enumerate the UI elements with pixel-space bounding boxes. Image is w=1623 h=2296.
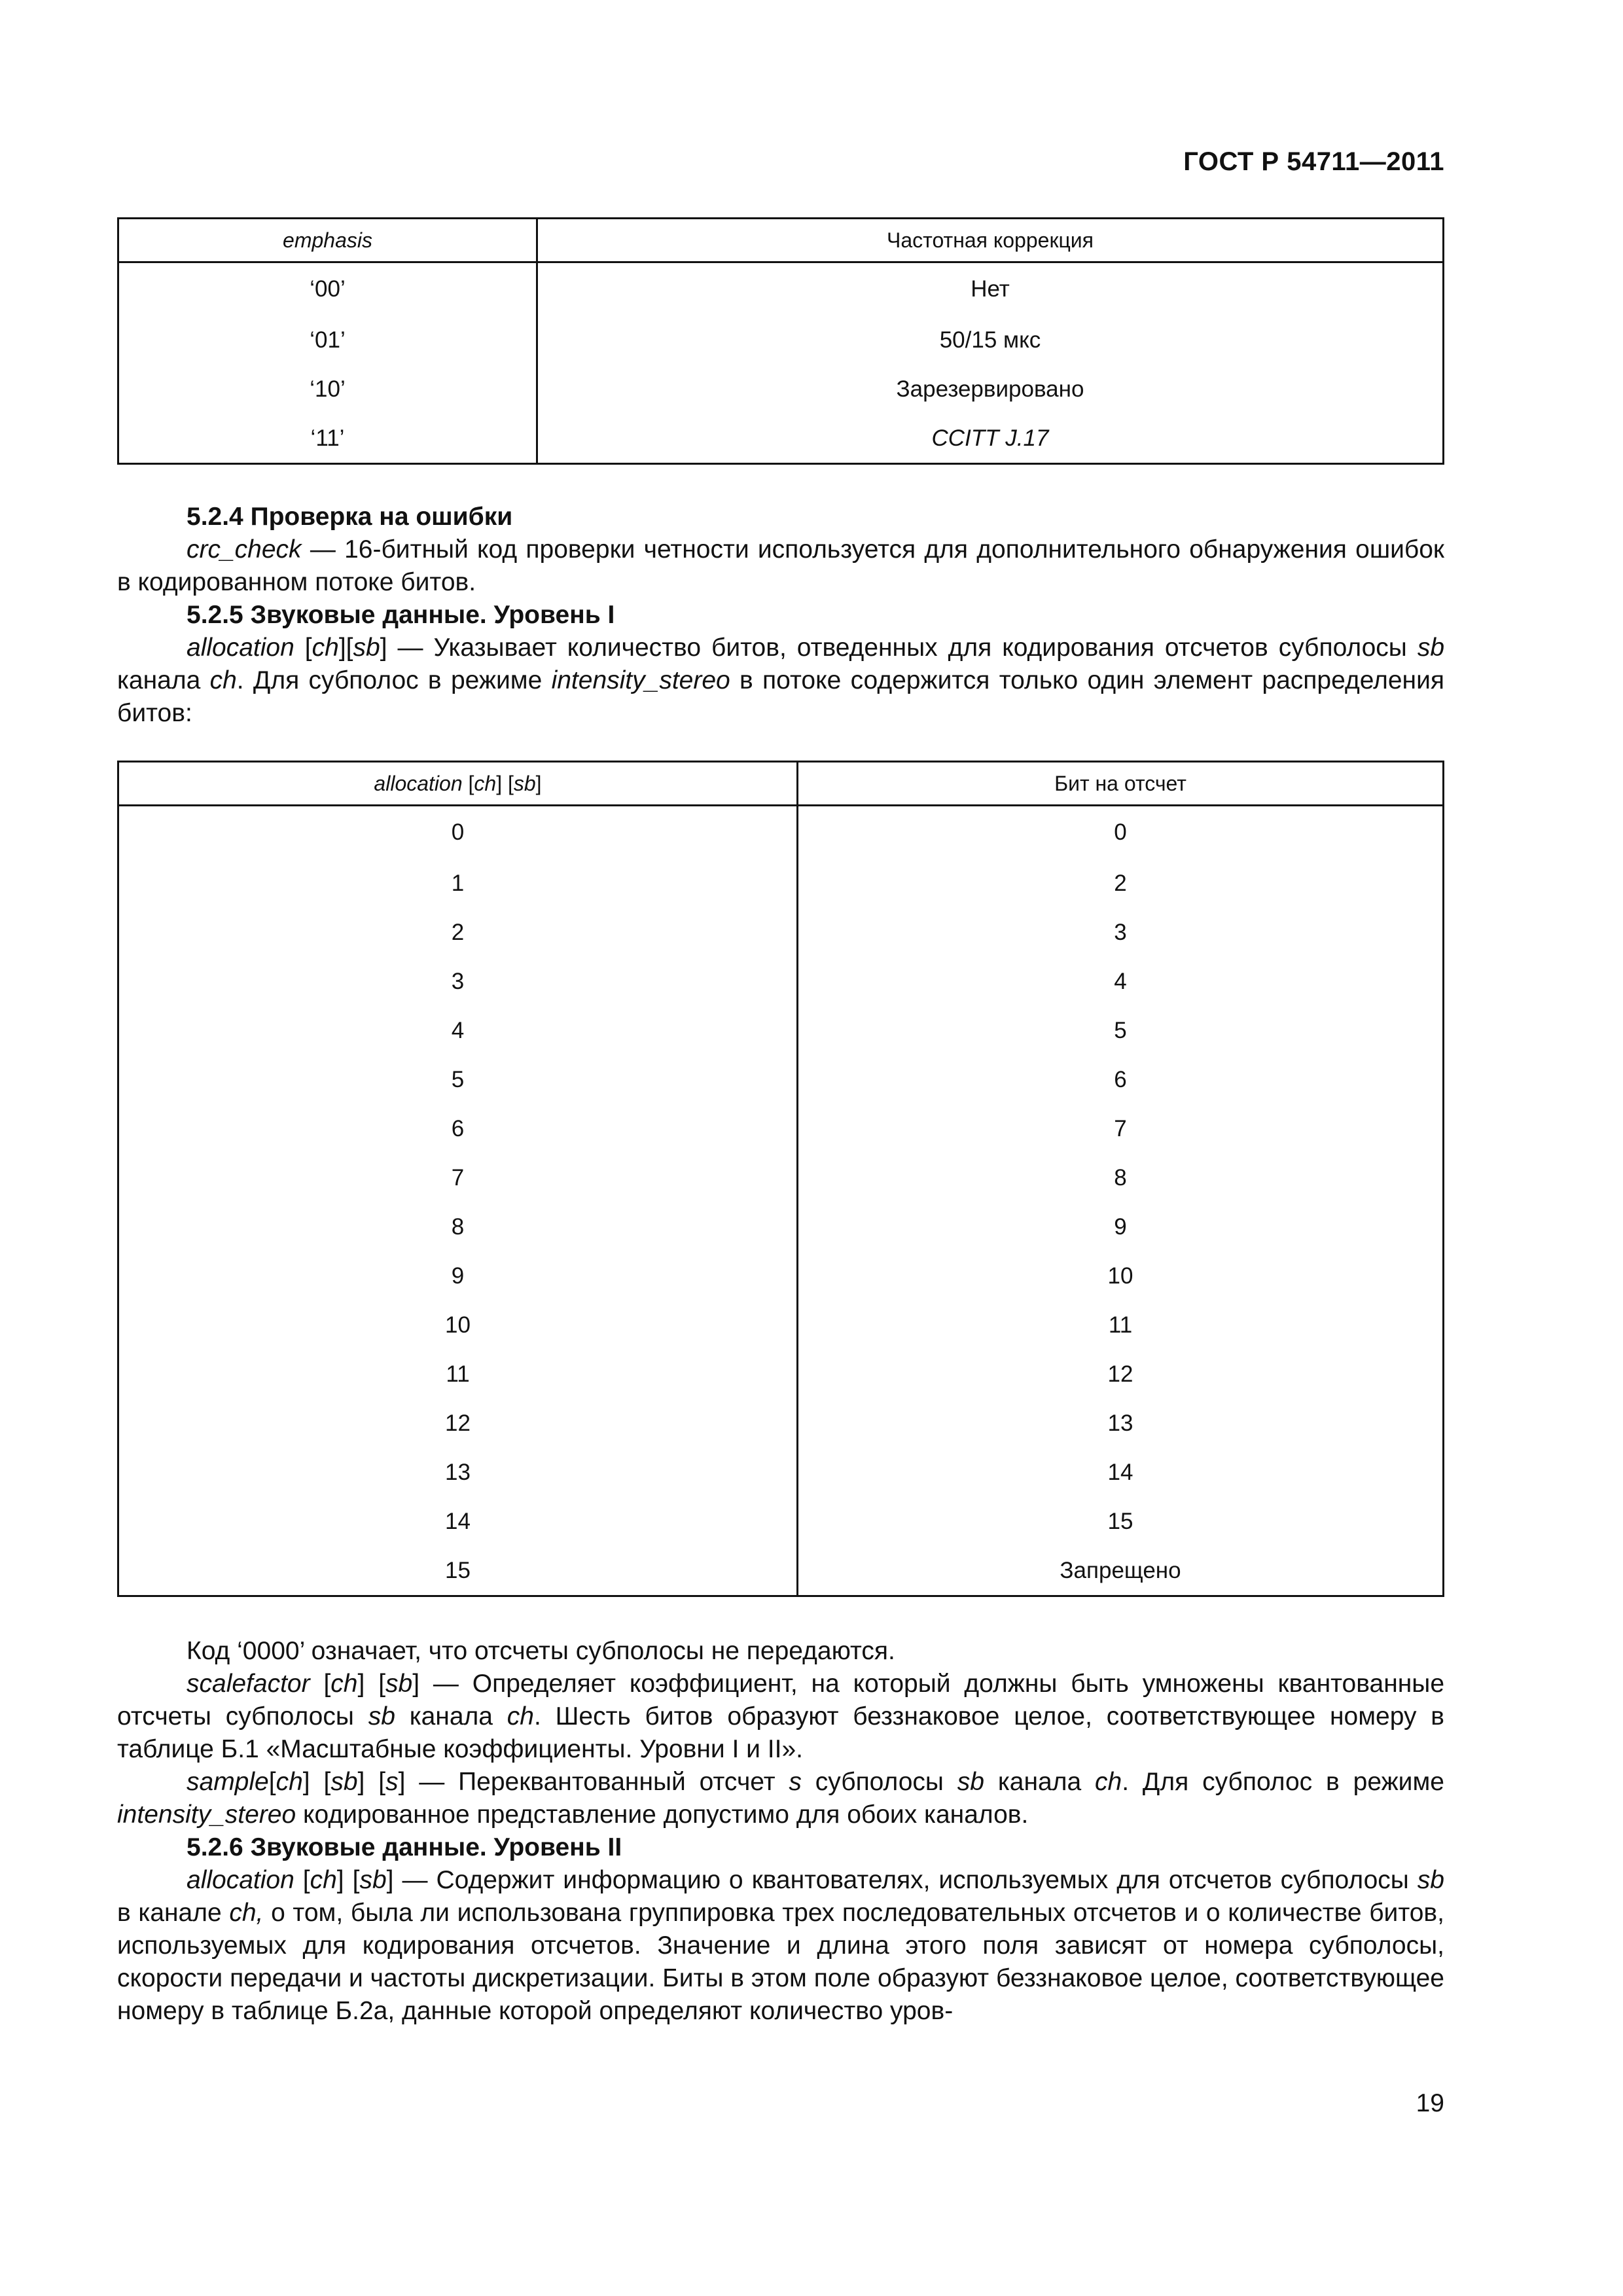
column-header-allocation: allocation [ch] [sb] (118, 762, 798, 806)
table-cell: 14 (118, 1497, 798, 1546)
table-row (118, 1350, 1444, 1399)
table-cell: 7 (798, 1104, 1444, 1153)
allocation-table-body (118, 806, 1444, 1596)
paragraph-crc-check: crc_check — 16-битный код проверки четности используется для дополнительного обнаружения ошибок в кодированном потоке битов. (117, 535, 1444, 596)
table-cell: 50/15 мкс (537, 315, 1444, 365)
table-row (118, 1153, 1444, 1202)
table-row (118, 1006, 1444, 1055)
table-cell: 8 (118, 1202, 798, 1251)
table-row (118, 957, 1444, 1006)
allocation-bits-table (117, 761, 1444, 1597)
table-cell: ‘11’ (118, 414, 537, 464)
table-cell: 7 (118, 1153, 798, 1202)
paragraph-code-0000: Код ‘0000’ означает, что отсчеты субполосы не передаются. (187, 1637, 895, 1665)
table-cell: 6 (118, 1104, 798, 1153)
table-cell: Зарезервировано (537, 365, 1444, 414)
column-header-emphasis: emphasis (118, 219, 537, 262)
paragraph-allocation-layer-1: allocation [ch][sb] — Указывает количество битов, отведенных для кодирования отсчетов субполосы sb канала ch. Для субполос в режиме intensity_stereo в потоке содержится только один элемент распределения битов: (117, 634, 1445, 727)
table-row (118, 315, 1444, 365)
table-cell: 0 (798, 806, 1444, 859)
table-cell: 10 (798, 1251, 1444, 1300)
table-row (118, 1300, 1444, 1350)
section-heading-5-2-6: 5.2.6 Звуковые данные. Уровень II (187, 1833, 622, 1861)
table-cell: 12 (798, 1350, 1444, 1399)
table-cell: 9 (798, 1202, 1444, 1251)
table-cell: Запрещено (798, 1546, 1444, 1596)
table-cell: 11 (798, 1300, 1444, 1350)
table-cell: 9 (118, 1251, 798, 1300)
column-header-bits-per-sample: Бит на отсчет (798, 762, 1444, 806)
table-row (118, 1448, 1444, 1497)
table-header-row (118, 762, 1444, 806)
paragraph-sample: sample[ch] [sb] [s] — Переквантованный отсчет s субполосы sb канала ch. Для субполос в режиме intensity_stereo кодированное представление допустимо для обоих каналов. (117, 1768, 1444, 1829)
table-row (118, 1399, 1444, 1448)
table-cell: 4 (118, 1006, 798, 1055)
table-cell: 5 (118, 1055, 798, 1104)
table-row (118, 1251, 1444, 1300)
table-row (118, 806, 1444, 859)
table-cell: ‘01’ (118, 315, 537, 365)
emphasis-table (117, 217, 1444, 465)
table-cell: 1 (118, 859, 798, 908)
paragraph-allocation-layer-2: allocation [ch] [sb] — Содержит информацию о квантователях, используемых для отсчетов субполосы sb в канале ch, о том, была ли использована группировка трех последовательных отсчетов и о количестве битов, используемых для кодирования отсчетов. Значение и длина этого поля зависят от номера субполосы, скорости передачи и частоты дискретизации. Биты в этом поле образуют беззнаковое целое, соответствующее номеру в таблице Б.2а, данные которой определяют количество уров- (117, 1866, 1444, 2025)
table-row (118, 365, 1444, 414)
column-header-frequency-correction: Частотная коррекция (537, 219, 1444, 262)
table-cell: CCITT J.17 (537, 414, 1444, 464)
table-cell: ‘10’ (118, 365, 537, 414)
document-code: ГОСТ Р 54711—2011 (1183, 147, 1444, 176)
table-row (118, 414, 1444, 464)
text-block-sections-524-525 (117, 501, 1444, 730)
paragraph-scalefactor: scalefactor [ch] [sb] — Определяет коэффициент, на который должны быть умножены квантованные отсчеты субполосы sb канала ch. Шесть битов образуют беззнаковое целое, соответствующее номеру в таблице Б.1 «Масштабные коэффициенты. Уровни I и II». (117, 1670, 1445, 1763)
table-cell: 12 (118, 1399, 798, 1448)
table-cell: 3 (798, 908, 1444, 957)
table-cell: ‘00’ (118, 262, 537, 316)
table-cell: 3 (118, 957, 798, 1006)
table-cell: 14 (798, 1448, 1444, 1497)
table-cell: 13 (118, 1448, 798, 1497)
table-cell: 8 (798, 1153, 1444, 1202)
table-cell: 4 (798, 957, 1444, 1006)
table-row (118, 1055, 1444, 1104)
table-row (118, 1546, 1444, 1596)
table-row (118, 1202, 1444, 1251)
table-row (118, 262, 1444, 316)
table-cell: 6 (798, 1055, 1444, 1104)
section-heading-5-2-4: 5.2.4 Проверка на ошибки (187, 503, 513, 531)
page-number: 19 (1416, 2089, 1444, 2117)
table-cell: 11 (118, 1350, 798, 1399)
table-row (118, 908, 1444, 957)
table-header-row (118, 219, 1444, 262)
table-cell: 15 (118, 1546, 798, 1596)
table-cell: 0 (118, 806, 798, 859)
table-cell: Нет (537, 262, 1444, 316)
section-heading-5-2-5: 5.2.5 Звуковые данные. Уровень I (187, 601, 615, 629)
table-cell: 10 (118, 1300, 798, 1350)
table-cell: 5 (798, 1006, 1444, 1055)
table-cell: 2 (798, 859, 1444, 908)
table-cell: 2 (118, 908, 798, 957)
table-row (118, 1497, 1444, 1546)
table-row (118, 1104, 1444, 1153)
table-cell: 15 (798, 1497, 1444, 1546)
table-row (118, 859, 1444, 908)
table-cell: 13 (798, 1399, 1444, 1448)
text-block-after-table (117, 1635, 1444, 2028)
